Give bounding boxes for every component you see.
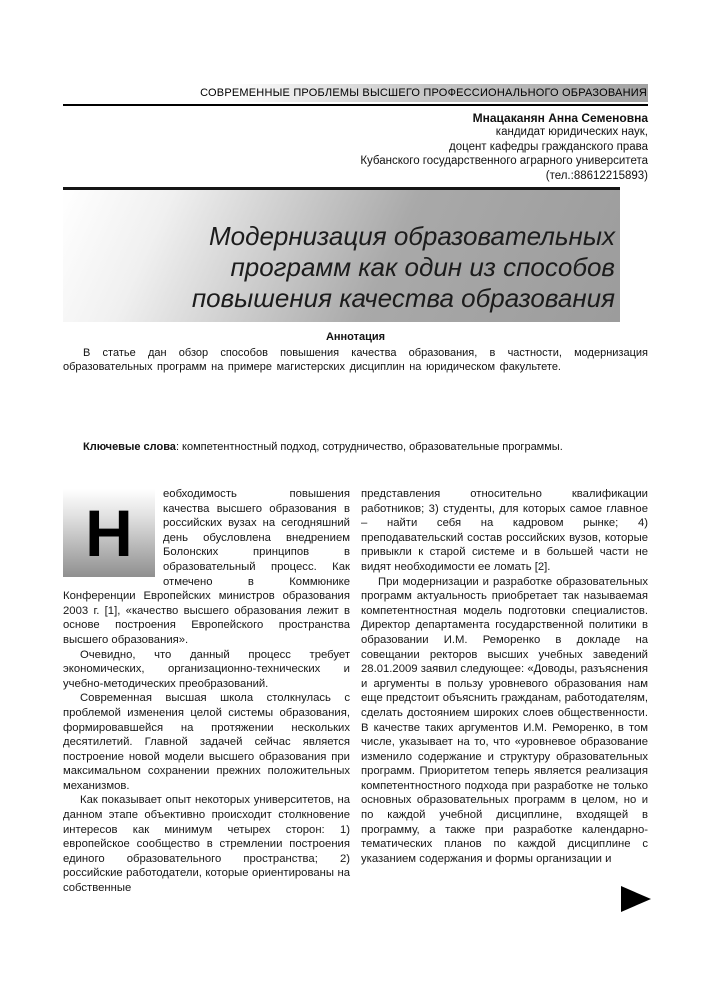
article-title-box	[63, 190, 620, 322]
header-rule	[63, 104, 648, 106]
journal-title: СОВРЕМЕННЫЕ ПРОБЛЕМЫ ВЫСШЕГО ПРОФЕССИОНАЛЬНОГО ОБРАЗОВАНИЯ	[200, 87, 647, 99]
paragraph: Как показывает опыт некоторых университетов, на данном этапе объективно происходит столкновение интересов как минимум четырех сторон: 1) европейское сообщество в стремлении построения единого образовательного пространства; 2) российские работодатели, которые ориентированы на собственные	[63, 794, 350, 895]
article-title-line: повышения качества образования	[191, 283, 615, 313]
paragraph: Очевидно, что данный процесс требует экономических, организационно-технических и учебно-методических преобразований.	[63, 648, 350, 690]
keywords-line	[63, 440, 648, 454]
paragraph	[63, 487, 350, 648]
page-turn-arrow-icon	[621, 886, 651, 912]
right-column	[361, 487, 648, 927]
paragraph: Современная высшая школа столкнулась с проблемой изменения целой системы образования, формировавшейся на протяжении нескольких десятилетий. Главной задачей сейчас является построение новой модели высшего образования при максимальном сохранении прежних положительных механизмов.	[63, 692, 350, 792]
abstract-text: В статье дан обзор способов повышения качества образования, в частности, модернизация образовательных программ на примере магистерских дисциплин на юридическом факультете.	[63, 347, 648, 373]
author-degree: кандидат юридических наук,	[495, 126, 648, 139]
left-column	[63, 487, 350, 927]
keywords-list: : компетентностный подход, сотрудничество, образовательные программы.	[175, 441, 563, 453]
journal-header-band	[63, 84, 648, 102]
article-title-line: Модернизация образовательных	[208, 221, 615, 251]
paragraph: При модернизации и разработке образовательных программ актуальность приобретает так называемая компетентностная модель подготовки специалистов. Директор департамента государственной политики в образовании И.М. Реморенко в докладе на совещании ректоров высших учебных заведений 28.01.2009 заявил следующее: «Доводы, разъяснения и аргументы в пользу уровневого образования нам еще предстоит объяснить гражданам, работодателям, сделать достоянием широких слоев общественности. В качестве таких аргументов И.М. Реморенко, в том числе, указывает на то, что «уровневое образование изменило содержание и структуру образовательных программ. Приоритетом теперь является реализация компетентностного подхода при разработке не только основных образовательных программ в целом, но и по каждой учебной дисциплине, входящей в программу, а также при разработке календарно-тематических планов по каждой дисциплине с указанием содержания и формы организации и	[361, 575, 648, 865]
author-affiliation: Кубанского государственного аграрного университета	[360, 155, 648, 168]
author-name: Мнацаканян Анна Семеновна	[472, 111, 648, 125]
author-position: доцент кафедры гражданского права	[449, 140, 648, 153]
paragraph-text: еобходимость повышения качества высшего образования в российских вузах на сегодняшний день обусловлена внедрением Болонских принципов в образовательный процесс. Как отмечено в Коммюнике Конференции Европейских министров образования 2003 г. [1], «качество высшего образования лежит в основе построения Европейского пространства высшего образования».	[63, 488, 350, 646]
dropcap-box	[63, 489, 155, 577]
keywords-label: Ключевые слова	[83, 441, 176, 453]
article-title-line: программ как один из способов	[230, 252, 615, 282]
dropcap-letter: Н	[85, 496, 133, 570]
abstract-heading: Аннотация	[325, 331, 386, 343]
author-block	[63, 111, 648, 183]
body-columns	[63, 487, 648, 927]
author-phone: (тел.:88612215893)	[545, 169, 648, 182]
paragraph: представления относительно квалификации работников; 3) студенты, для которых самое главное – найти себя на кадровом рынке; 4) преподавательский состав российских вузов, которые привыкли к старой системе и в большей части не видят необходимости ее ломать [2].	[361, 488, 648, 573]
